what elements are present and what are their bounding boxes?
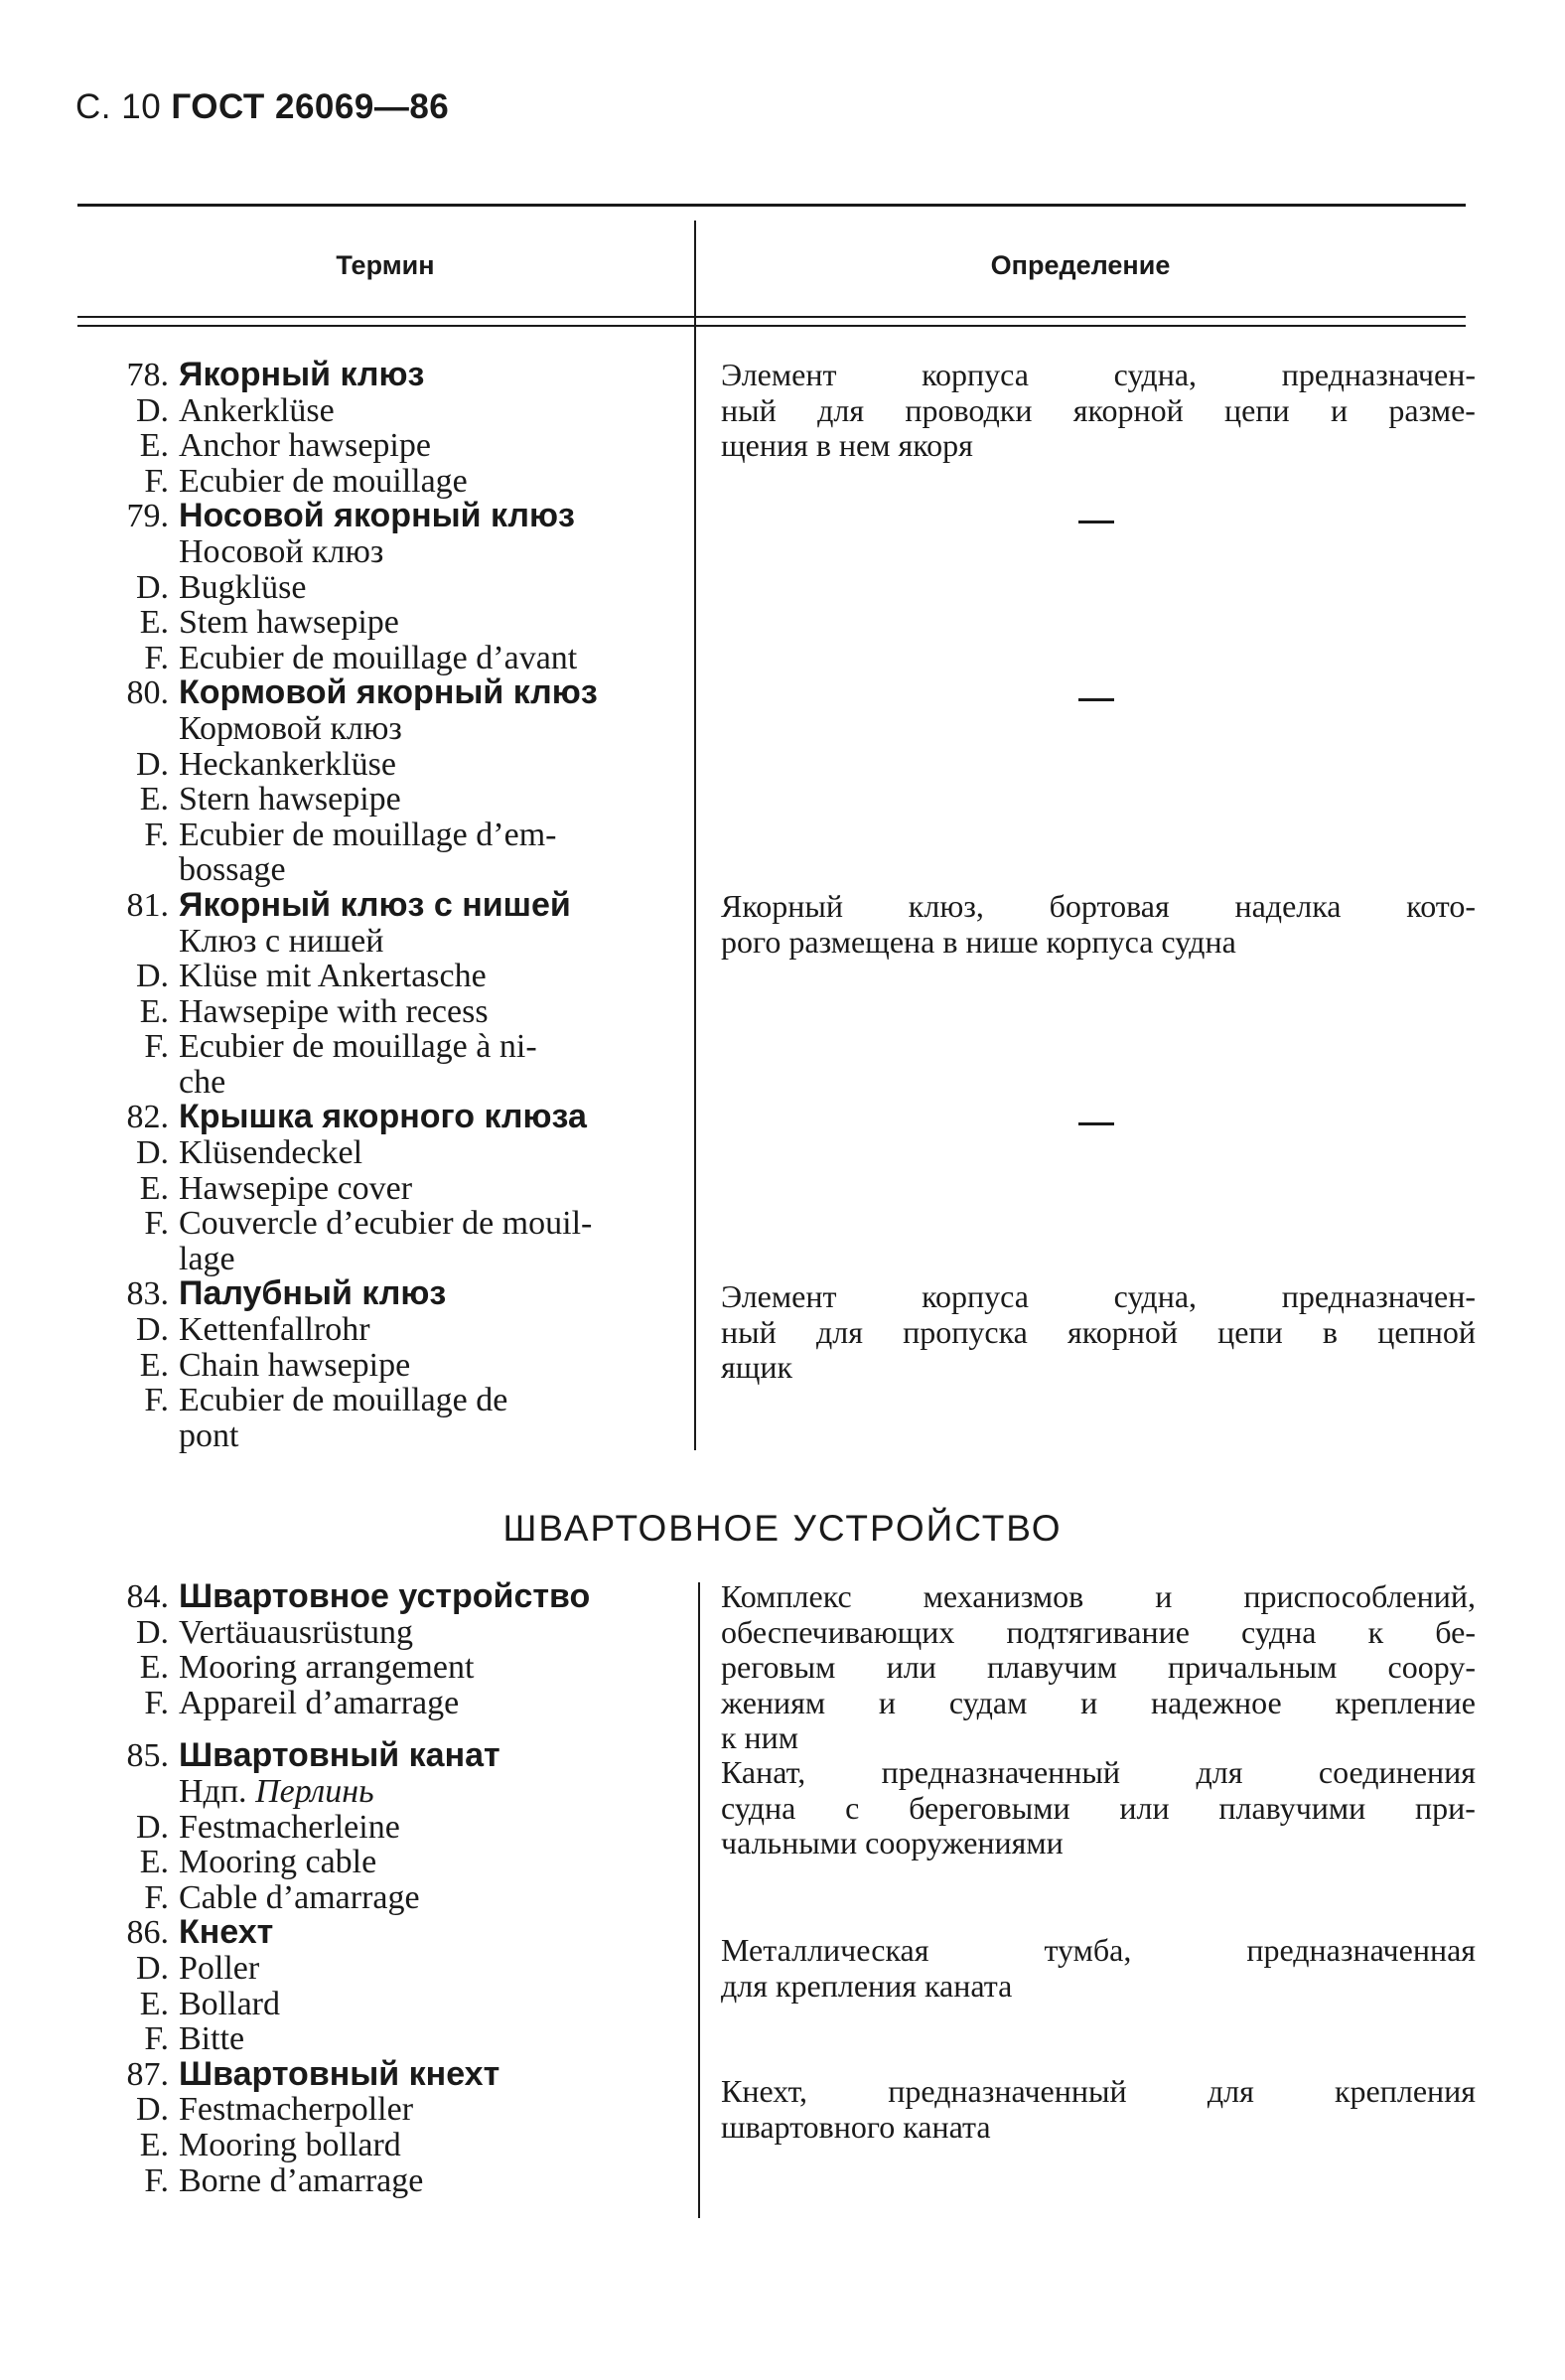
term-text: Bugklüse — [179, 568, 307, 606]
word: корпуса — [922, 1278, 1029, 1314]
word: Металлическая — [721, 1932, 929, 1968]
header-rule-2 — [77, 325, 1466, 327]
term-label: D. — [135, 1613, 169, 1651]
column-header-definition: Определение — [990, 250, 1171, 280]
term-line — [97, 428, 673, 464]
term-label: 83. — [126, 1275, 169, 1313]
term-label: F. — [144, 1878, 169, 1916]
term-line — [97, 1206, 673, 1242]
term-label — [97, 1065, 169, 1101]
term-line — [97, 2021, 673, 2057]
word: бе- — [1435, 1613, 1476, 1650]
word: для — [1207, 2073, 1254, 2109]
term-line — [97, 534, 673, 570]
term-label: E. — [139, 1169, 169, 1207]
table-top-rule — [77, 204, 1466, 207]
term-line — [97, 1579, 673, 1615]
term-line — [97, 393, 673, 429]
term-label: 86. — [126, 1914, 169, 1952]
word: Кнехт, — [721, 2073, 808, 2109]
term-text: Mooring cable — [179, 1844, 377, 1881]
term-label: 84. — [126, 1578, 169, 1615]
term-line — [97, 1276, 673, 1312]
term-label: F. — [144, 2161, 169, 2199]
term-line — [97, 499, 673, 534]
word: соединения — [1318, 1754, 1476, 1790]
word: и — [1080, 1684, 1098, 1720]
word: Канат, — [721, 1754, 806, 1790]
word: крепление — [1335, 1684, 1476, 1720]
term-text: Cable d’amarrage — [179, 1878, 420, 1916]
term-line — [97, 782, 673, 818]
word: корпуса — [922, 357, 1029, 392]
term-label: E. — [139, 427, 169, 465]
term-text: Якорный клюз — [179, 356, 425, 393]
word: и — [1330, 391, 1349, 428]
term-text: Ecubier de mouillage à ni- — [179, 1028, 537, 1066]
term-text: Кнехт — [179, 1913, 274, 1952]
definition-83 — [721, 1279, 1476, 1386]
definition-line: чальными сооружениями — [721, 1825, 1064, 1861]
definition-line: рого размещена в нише корпуса судна — [721, 923, 1236, 960]
term-text: Швартовный кнехт — [179, 2054, 500, 2093]
term-line — [97, 959, 673, 994]
word: якорной — [1072, 391, 1184, 428]
term-text: Vertäuausrüstung — [179, 1613, 414, 1651]
term-label: D. — [135, 958, 169, 995]
word: плавучим — [987, 1649, 1117, 1686]
term-label: 78. — [126, 357, 169, 393]
word: к — [1367, 1613, 1384, 1650]
term-text: Кормовой клюз — [179, 709, 402, 747]
term-text: Appareil d’amarrage — [179, 1684, 460, 1721]
term-text: Кормовой якорный клюз — [179, 673, 598, 712]
term-line — [97, 1987, 673, 2022]
definition-84 — [721, 1579, 1476, 1756]
definition-78 — [721, 358, 1476, 464]
term-label: F. — [144, 816, 169, 853]
word: пропуска — [903, 1313, 1028, 1350]
term-text: Festmacherleine — [179, 1808, 400, 1846]
word: бортовая — [1049, 888, 1170, 924]
term-line — [97, 605, 673, 641]
term-line — [97, 1650, 673, 1686]
term-line — [97, 1774, 673, 1810]
term-text: Ecubier de mouillage d’avant — [179, 639, 578, 676]
definition-line: ящик — [721, 1349, 793, 1386]
word: судна, — [1113, 357, 1198, 392]
word: цепи — [1217, 1313, 1283, 1350]
definition-line — [721, 2074, 1476, 2110]
term-text: Mooring bollard — [179, 2126, 401, 2163]
term-label: D. — [135, 391, 169, 429]
term-line — [97, 711, 673, 747]
word: судна, — [1113, 1278, 1198, 1314]
term-label: F. — [144, 639, 169, 676]
term-label: F. — [144, 1205, 169, 1243]
term-text: Hawsepipe with recess — [179, 992, 489, 1030]
word: в — [1322, 1313, 1339, 1350]
term-line — [97, 1810, 673, 1846]
term-text: pont — [179, 1416, 239, 1454]
term-line — [97, 464, 673, 500]
term-line — [97, 1915, 673, 1951]
term-label: D. — [135, 745, 169, 783]
term-text: Heckankerklüse — [179, 745, 397, 783]
word: подтягивание — [1006, 1613, 1190, 1650]
term-line — [97, 358, 673, 393]
definition-80-dash — [1078, 698, 1114, 701]
word: приспособлений, — [1243, 1578, 1476, 1614]
word: механизмов — [923, 1578, 1084, 1614]
word: цепи — [1224, 391, 1290, 428]
definition-line: щения в нем якоря — [721, 427, 973, 464]
term-label: F. — [144, 1028, 169, 1066]
term-label: F. — [144, 1382, 169, 1419]
word: соору- — [1387, 1649, 1476, 1686]
term-line — [97, 1880, 673, 1916]
definition-line: для крепления каната — [721, 1967, 1013, 2004]
gost-number: ГОСТ 26069—86 — [171, 87, 450, 126]
term-text: Ндп. Перлинь — [179, 1772, 374, 1810]
term-text: Hawsepipe cover — [179, 1169, 413, 1207]
word: ный — [721, 1313, 777, 1350]
term-label: D. — [135, 568, 169, 606]
term-text: Couvercle d’ecubier de mouil- — [179, 1205, 593, 1243]
term-label: E. — [139, 2126, 169, 2163]
term-label: E. — [139, 781, 169, 818]
word: наделка — [1234, 888, 1342, 924]
term-line — [97, 852, 673, 888]
term-label: D. — [135, 1808, 169, 1846]
word: судна — [721, 1789, 796, 1826]
section-title: ШВАРТОВНОЕ УСТРОЙСТВО — [502, 1508, 1063, 1549]
term-text: Borne d’amarrage — [179, 2161, 424, 2199]
term-line — [97, 1065, 673, 1101]
term-text: Швартовное устройство — [179, 1577, 591, 1615]
term-label: 85. — [126, 1737, 169, 1775]
term-line — [97, 1312, 673, 1348]
term-label: F. — [144, 2020, 169, 2058]
word: и — [878, 1684, 897, 1720]
column-divider-2 — [698, 1582, 700, 2218]
term-text: Anchor hawsepipe — [179, 427, 431, 465]
term-label: E. — [139, 1844, 169, 1881]
term-text: Ecubier de mouillage de — [179, 1382, 508, 1419]
page-number: С. 10 — [75, 87, 162, 126]
definition-line — [721, 1279, 1476, 1315]
term-text: Клюз с нишей — [179, 922, 384, 960]
definition-87 — [721, 2074, 1476, 2145]
word: клюз, — [908, 888, 984, 924]
word: или — [886, 1649, 936, 1686]
definition-line — [721, 1933, 1476, 1969]
word: предназначен- — [1281, 1278, 1476, 1314]
term-label: 87. — [126, 2055, 169, 2093]
term-label — [97, 1418, 169, 1454]
word: предназначен- — [1281, 357, 1476, 392]
term-text: Крышка якорного клюза — [179, 1098, 587, 1136]
word: для — [1196, 1754, 1243, 1790]
definition-line — [721, 1579, 1476, 1615]
term-line — [97, 2092, 673, 2128]
definition-line: швартовного каната — [721, 2108, 991, 2145]
term-label — [97, 1242, 169, 1277]
term-line — [97, 747, 673, 783]
header-rule-1 — [77, 316, 1466, 318]
page-header — [75, 87, 449, 127]
word: жениям — [721, 1684, 826, 1720]
deprecated-term: Перлинь — [246, 1772, 374, 1810]
definition-line: к ним — [721, 1719, 799, 1756]
term-line — [97, 1171, 673, 1207]
term-text: Mooring arrangement — [179, 1649, 475, 1687]
definition-85 — [721, 1755, 1476, 1861]
word: проводки — [905, 391, 1033, 428]
term-line — [97, 885, 673, 924]
definition-line — [721, 1615, 1476, 1651]
term-line — [97, 1951, 673, 1987]
term-line — [97, 1845, 673, 1880]
term-label: F. — [144, 1684, 169, 1721]
term-label — [97, 924, 169, 960]
term-label: F. — [144, 462, 169, 500]
definition-line — [721, 1791, 1476, 1827]
term-text: Chain hawsepipe — [179, 1346, 411, 1384]
definition-82-dash — [1078, 1122, 1114, 1125]
word: при- — [1415, 1789, 1476, 1826]
term-text: Швартовный канат — [179, 1736, 500, 1775]
word: цепной — [1377, 1313, 1476, 1350]
term-text: Bollard — [179, 1985, 280, 2022]
term-text: Stern hawsepipe — [179, 781, 401, 818]
term-column-1 — [97, 358, 673, 1453]
term-label — [97, 1774, 169, 1810]
word: ный — [721, 391, 777, 428]
column-divider-1 — [694, 221, 696, 1450]
word: с — [845, 1789, 860, 1826]
term-text: Ecubier de mouillage — [179, 462, 468, 500]
term-label: E. — [139, 1649, 169, 1687]
term-text: Носовой клюз — [179, 532, 384, 570]
term-text: Носовой якорный клюз — [179, 497, 575, 535]
term-line — [97, 2163, 673, 2199]
term-line — [97, 1029, 673, 1065]
term-text: Klüsendeckel — [179, 1134, 363, 1172]
term-line — [97, 1418, 673, 1454]
word: Элемент — [721, 1278, 837, 1314]
term-text: Festmacherpoller — [179, 2091, 414, 2129]
term-text: Ankerklüse — [179, 391, 335, 429]
term-label: E. — [139, 1985, 169, 2022]
term-label: D. — [135, 1134, 169, 1172]
term-label: E. — [139, 1346, 169, 1384]
term-text: Stem hawsepipe — [179, 604, 399, 642]
term-label: E. — [139, 604, 169, 642]
term-line — [97, 675, 673, 711]
word: Якорный — [721, 888, 844, 924]
word: разме- — [1388, 391, 1476, 428]
definition-line — [721, 889, 1476, 925]
term-line — [97, 1383, 673, 1418]
word: судна — [1241, 1613, 1317, 1650]
term-label: 80. — [126, 674, 169, 712]
term-label — [97, 852, 169, 888]
word: для — [815, 1313, 863, 1350]
term-line — [97, 1100, 673, 1135]
word: крепления — [1334, 2073, 1476, 2109]
term-text: Ecubier de mouillage d’em- — [179, 816, 557, 853]
term-label: 81. — [126, 886, 169, 924]
definition-line — [721, 393, 1476, 429]
definition-line — [721, 1650, 1476, 1686]
term-line — [97, 2054, 673, 2093]
column-header-term: Термин — [336, 250, 435, 280]
word: судам — [948, 1684, 1028, 1720]
word: Элемент — [721, 357, 837, 392]
word: или — [1119, 1789, 1170, 1826]
definition-79-dash — [1078, 521, 1114, 523]
term-label — [97, 534, 169, 570]
term-line — [97, 818, 673, 853]
term-text: Poller — [179, 1949, 260, 1987]
word: обеспечивающих — [721, 1613, 955, 1650]
word: предназначенный — [888, 2073, 1127, 2109]
term-text: che — [179, 1063, 226, 1101]
word: и — [1155, 1578, 1173, 1614]
term-text: Якорный клюз с нишей — [179, 885, 571, 924]
word: для — [817, 391, 865, 428]
definition-line — [721, 358, 1476, 393]
term-line — [97, 1348, 673, 1384]
term-text: lage — [179, 1240, 235, 1277]
term-line — [97, 2128, 673, 2163]
word: Комплекс — [721, 1578, 852, 1614]
word: якорной — [1067, 1313, 1178, 1350]
term-label: 79. — [126, 498, 169, 535]
word: реговым — [721, 1649, 836, 1686]
term-line — [97, 924, 673, 960]
term-column-2 — [97, 1579, 673, 2198]
word: надежное — [1151, 1684, 1282, 1720]
word: причальным — [1168, 1649, 1338, 1686]
term-line — [97, 1686, 673, 1721]
term-line — [97, 1135, 673, 1171]
term-line — [97, 570, 673, 606]
term-text: Kettenfallrohr — [179, 1311, 370, 1349]
word: предназначенная — [1246, 1932, 1476, 1968]
definition-86 — [721, 1933, 1476, 2004]
term-line — [97, 994, 673, 1030]
word: тумба, — [1044, 1932, 1132, 1968]
definition-81 — [721, 889, 1476, 960]
definition-line — [721, 1755, 1476, 1791]
term-label: D. — [135, 1949, 169, 1987]
term-text: Klüse mit Ankertasche — [179, 958, 487, 995]
term-line — [97, 641, 673, 676]
term-line — [97, 1242, 673, 1277]
term-label: D. — [135, 2091, 169, 2129]
term-text: bossage — [179, 851, 286, 889]
term-line — [97, 1615, 673, 1651]
definition-line — [721, 1686, 1476, 1721]
word: береговыми — [909, 1789, 1070, 1826]
word: кото- — [1406, 888, 1476, 924]
term-label: E. — [139, 992, 169, 1030]
term-label: D. — [135, 1311, 169, 1349]
term-line — [97, 1738, 673, 1774]
term-label: 82. — [126, 1099, 169, 1136]
definition-line — [721, 1315, 1476, 1351]
term-text: Bitte — [179, 2020, 245, 2058]
word: плавучими — [1218, 1789, 1366, 1826]
word: предназначенный — [881, 1754, 1121, 1790]
term-text: Палубный клюз — [179, 1274, 447, 1313]
term-label — [97, 711, 169, 747]
